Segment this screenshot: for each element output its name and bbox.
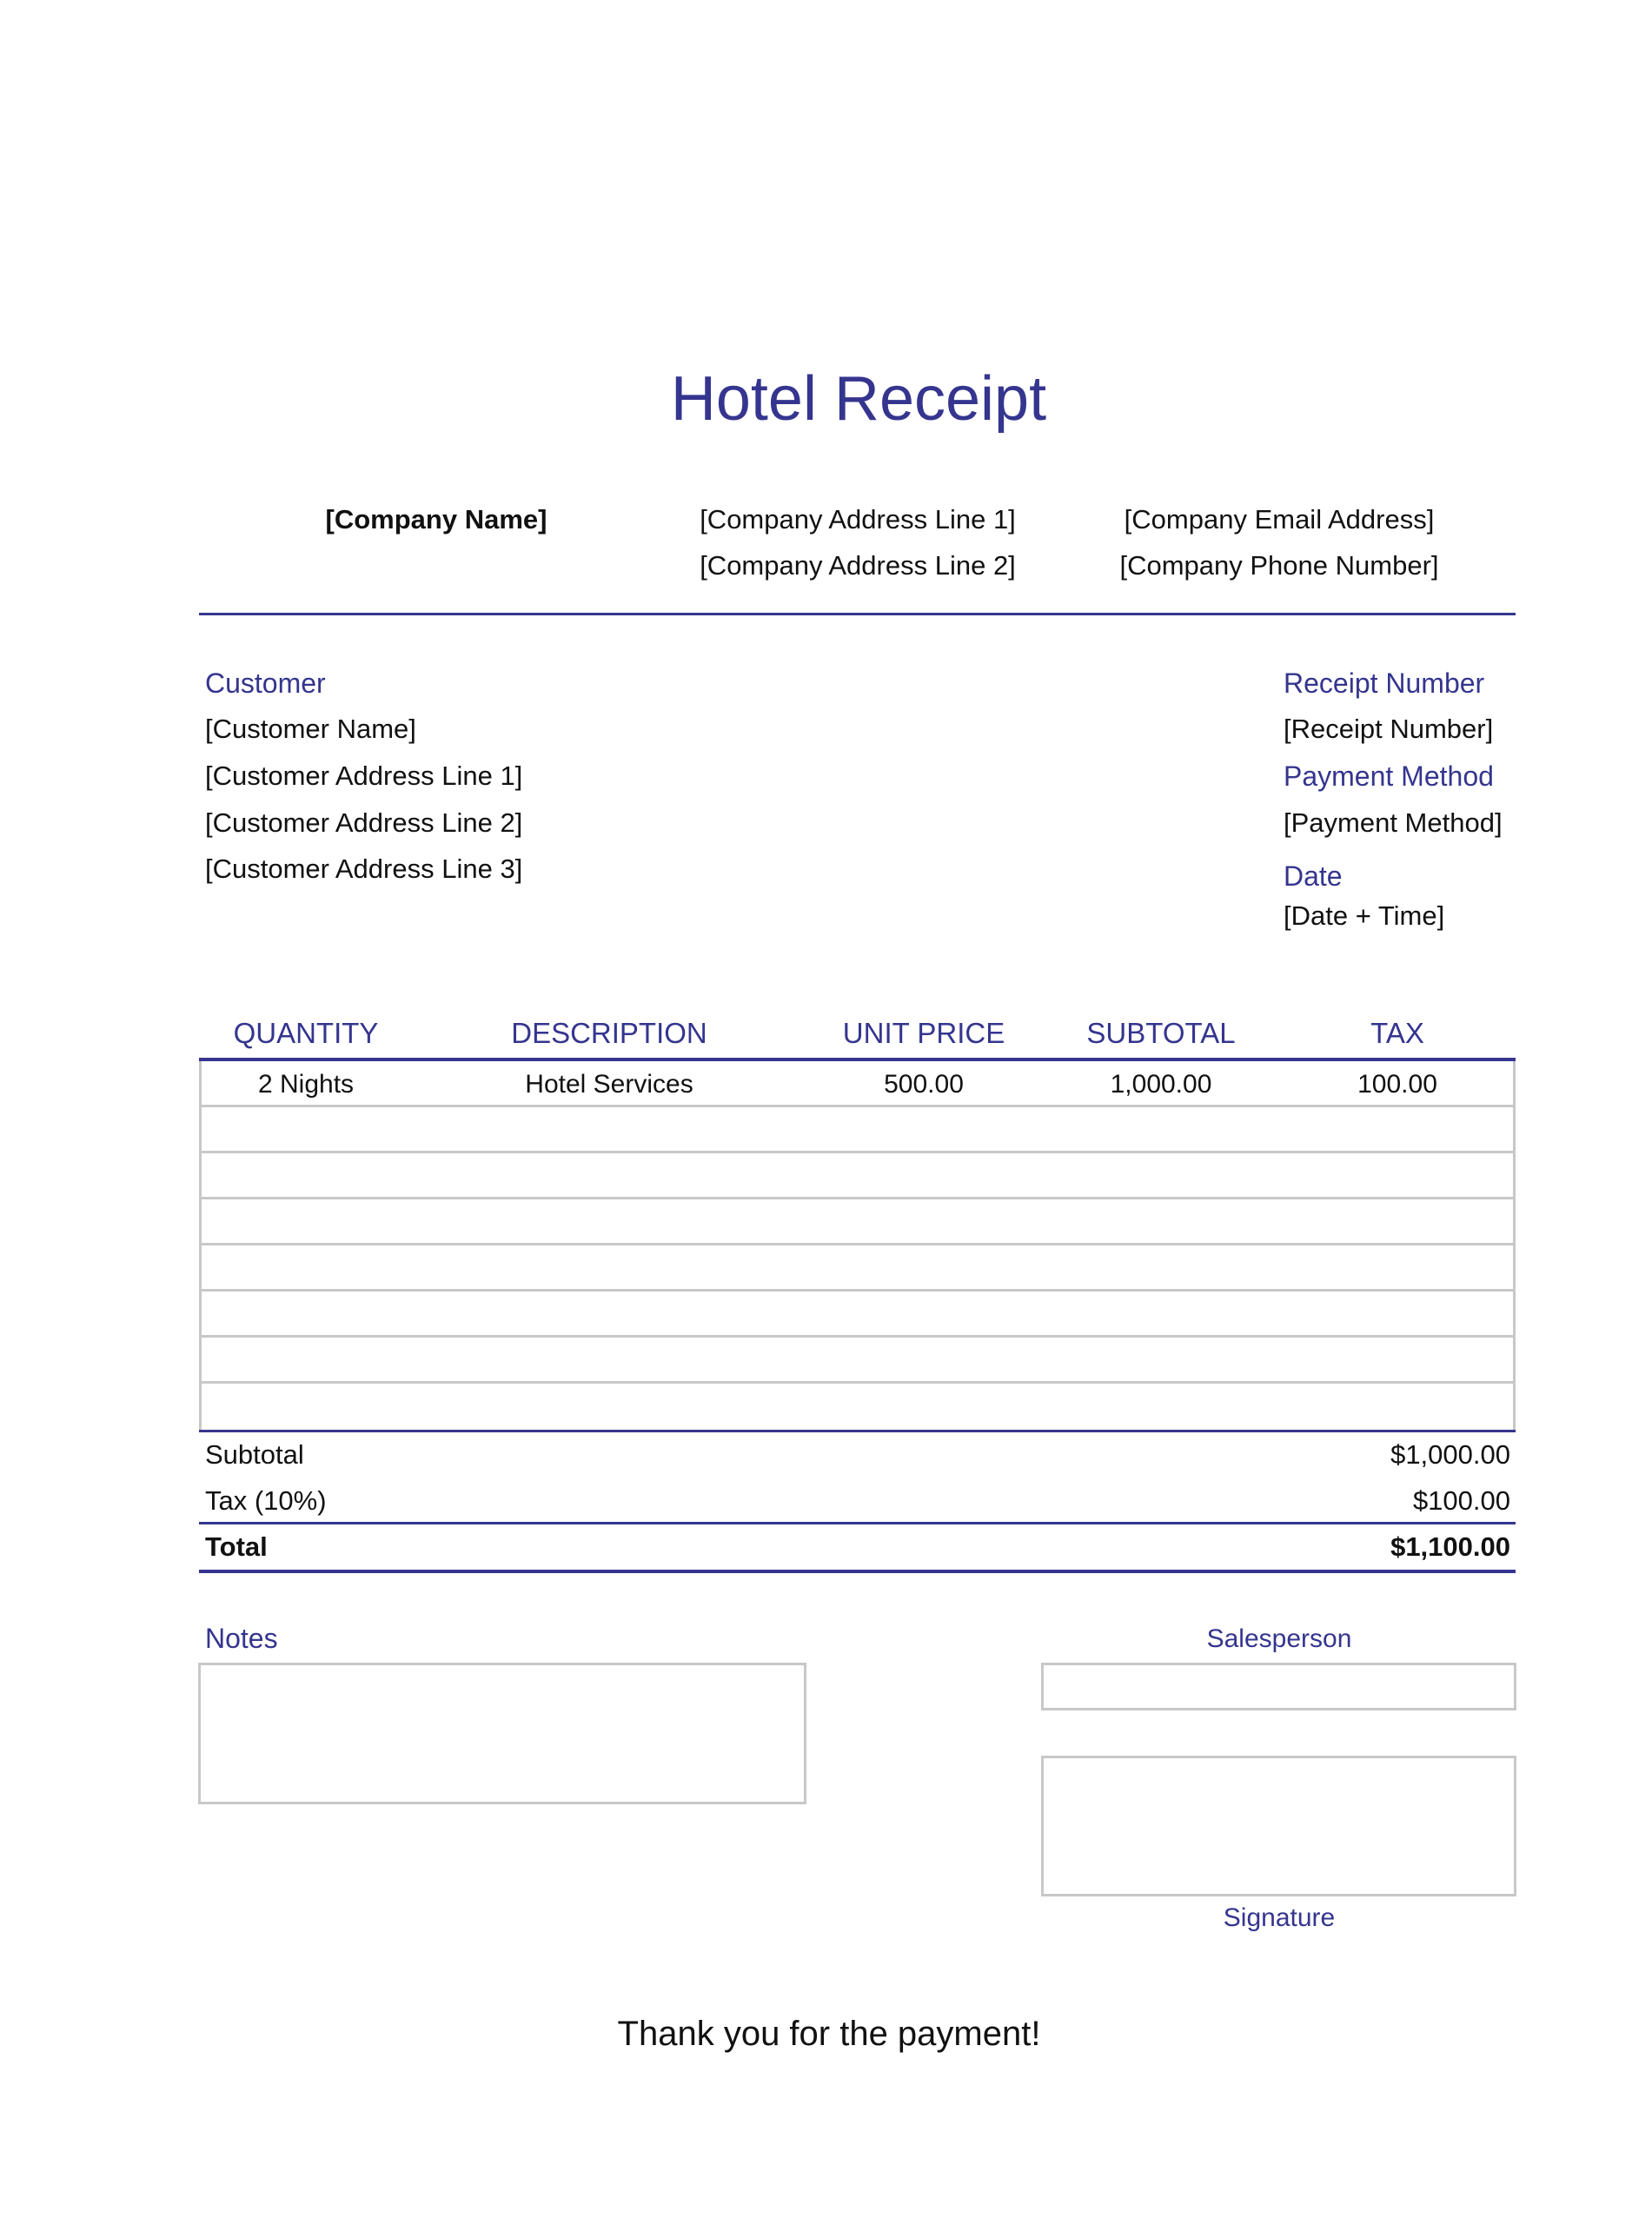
page-title: Hotel Receipt — [670, 364, 1047, 434]
total-top-line — [199, 1522, 1516, 1524]
payment-method: [Payment Method] — [1284, 807, 1503, 838]
date-value: [Date + Time] — [1284, 900, 1445, 931]
total-bottom-line — [199, 1570, 1516, 1573]
cell-tax: 100.00 — [1357, 1070, 1437, 1099]
notes-field[interactable] — [198, 1663, 806, 1804]
column-header-unit-price: UNIT PRICE — [842, 1017, 1005, 1049]
table-row-empty — [199, 1384, 1516, 1430]
cell-quantity: 2 Nights — [257, 1070, 355, 1099]
customer-label: Customer — [205, 668, 326, 699]
company-address-line-2: [Company Address Line 2] — [700, 550, 1016, 581]
cell-subtotal: 1,000.00 — [1110, 1070, 1212, 1099]
table-row — [199, 1061, 1516, 1107]
customer-address-line-1: [Customer Address Line 1] — [205, 760, 523, 791]
column-header-tax: TAX — [1370, 1017, 1424, 1049]
total-value: $1,100.00 — [1390, 1531, 1510, 1562]
receipt-number: [Receipt Number] — [1284, 714, 1494, 744]
cell-description: Hotel Services — [525, 1070, 693, 1099]
company-name: [Company Name] — [325, 504, 547, 535]
column-header-quantity: QUANTITY — [233, 1017, 379, 1049]
table-bottom-line — [199, 1430, 1516, 1432]
subtotal-value: $1,000.00 — [1390, 1439, 1510, 1470]
table-row-empty — [199, 1338, 1516, 1384]
company-email: [Company Email Address] — [1124, 504, 1435, 535]
notes-label: Notes — [205, 1623, 278, 1654]
table-row-empty — [199, 1245, 1516, 1292]
tax-value: $100.00 — [1412, 1485, 1510, 1516]
customer-address-line-3: [Customer Address Line 3] — [205, 853, 523, 884]
table-row-empty — [199, 1199, 1516, 1245]
company-phone: [Company Phone Number] — [1119, 550, 1439, 581]
table-row-empty — [199, 1153, 1516, 1199]
column-header-description: DESCRIPTION — [511, 1017, 707, 1049]
signature-field[interactable] — [1041, 1756, 1516, 1896]
column-header-subtotal: SUBTOTAL — [1086, 1017, 1236, 1049]
tax-label: Tax (10%) — [205, 1485, 327, 1516]
signature-label: Signature — [1223, 1903, 1336, 1932]
cell-unit-price: 500.00 — [884, 1070, 964, 1099]
subtotal-label: Subtotal — [205, 1439, 304, 1470]
header-divider — [199, 613, 1516, 615]
customer-name: [Customer Name] — [205, 714, 416, 744]
table-row-empty — [199, 1107, 1516, 1153]
footer-thank-you: Thank you for the payment! — [617, 2015, 1041, 2053]
date-label: Date — [1284, 860, 1343, 892]
total-label: Total — [205, 1531, 268, 1562]
payment-method-label: Payment Method — [1284, 760, 1494, 792]
receipt-number-label: Receipt Number — [1284, 668, 1485, 699]
salesperson-field[interactable] — [1041, 1663, 1516, 1710]
customer-address-line-2: [Customer Address Line 2] — [205, 807, 523, 838]
salesperson-label: Salesperson — [1206, 1624, 1352, 1653]
table-row-empty — [199, 1292, 1516, 1338]
company-address-line-1: [Company Address Line 1] — [700, 504, 1016, 535]
